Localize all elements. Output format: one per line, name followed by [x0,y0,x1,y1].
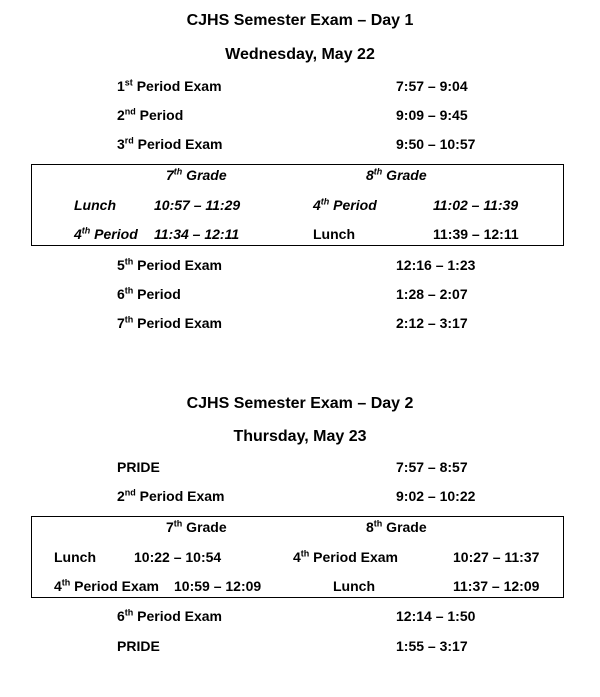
day2-grade8-lunch-label: Lunch [333,578,375,594]
day2-grade8-lunch-time: 11:37 – 12:09 [453,578,540,594]
day1-grade7-lunch-label: Lunch [74,197,116,213]
day1-period2-time: 9:09 – 9:45 [396,107,468,123]
day2-grade8-period4-time: 10:27 – 11:37 [453,549,540,565]
day1-period6-label: 6th Period [117,285,181,302]
day1-title: CJHS Semester Exam – Day 1 [186,12,414,29]
day2-period2-time: 9:02 – 10:22 [396,488,476,504]
day1-date: Wednesday, May 22 [225,46,375,63]
day1-period7-label: 7th Period Exam [117,314,222,331]
day2-grade7-period4-label: 4th Period Exam [54,577,159,594]
day2-period6-label: 6th Period Exam [117,607,222,624]
day1-grade7-period4-label: 4th Period [74,225,138,242]
day1-grade8-lunch-label: Lunch [313,226,355,242]
day1-grade7-lunch-time: 10:57 – 11:29 [154,197,241,213]
day2-grade8-header: 8th Grade [366,518,427,535]
day1-period1-time: 7:57 – 9:04 [396,78,468,94]
day2-period6-time: 12:14 – 1:50 [396,608,476,624]
day1-grade8-period4-label: 4th Period [313,196,377,213]
day1-period6-time: 1:28 – 2:07 [396,286,468,302]
day1-grade8-lunch-time: 11:39 – 12:11 [433,226,519,242]
day2-grade7-lunch-label: Lunch [54,549,96,565]
day2-pride1-time: 7:57 – 8:57 [396,459,468,475]
day1-period5-time: 12:16 – 1:23 [396,257,476,273]
day2-period2-label: 2nd Period Exam [117,487,225,504]
day2-grade8-period4-label: 4th Period Exam [293,548,398,565]
day2-pride1-label: PRIDE [117,459,160,475]
day1-period3-label: 3rd Period Exam [117,135,223,152]
day2-date: Thursday, May 23 [233,428,367,445]
day1-grade7-period4-time: 11:34 – 12:11 [154,226,240,242]
day1-period3-time: 9:50 – 10:57 [396,136,476,152]
day1-period1-label: 1st Period Exam [117,77,222,94]
day2-pride2-time: 1:55 – 3:17 [396,638,468,654]
day2-pride2-label: PRIDE [117,638,160,654]
day1-grade8-header: 8th Grade [366,166,427,183]
day1-period5-label: 5th Period Exam [117,256,222,273]
day1-period7-time: 2:12 – 3:17 [396,315,468,331]
day1-grade8-period4-time: 11:02 – 11:39 [433,197,519,213]
day1-period2-label: 2nd Period [117,106,184,123]
day1-grade7-header: 7th Grade [166,166,227,183]
day2-grade7-period4-time: 10:59 – 12:09 [174,578,262,594]
day2-grade7-lunch-time: 10:22 – 10:54 [134,549,222,565]
day2-title: CJHS Semester Exam – Day 2 [186,395,414,412]
day2-grade7-header: 7th Grade [166,518,227,535]
